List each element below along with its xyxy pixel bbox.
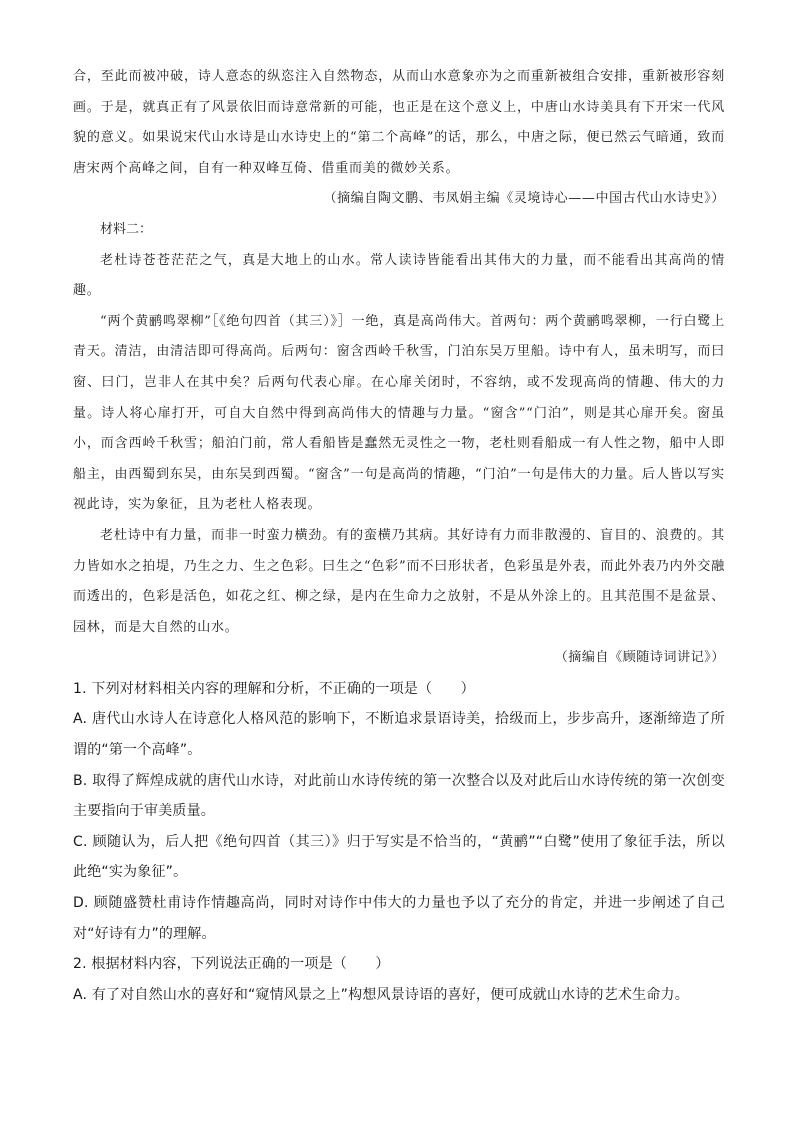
source-citation-2: （摘编自《顾随诗词讲记》）	[554, 650, 725, 666]
material2-paragraph: “两个黄鹂鸣翠柳”［《绝句四首（其三）》］一绝，真是高尚伟大。首两句：两个黄鹂鸣翠柳，一行白鹭上青天。清洁，由清洁即可得高尚。后两句：窗含西岭千秋雪，门泊东吴万里船。诗中有人，虽未明写，而曰窗、曰门，岂非人在其中矣？后两句代表心扉。在心扉关闭时，不容纳，或不发现高尚的情趣、伟大的力量。诗人将心扉打开，可自大自然中得到高尚伟大的情趣与力量。“窗含”“门泊”，则是其心扉开矣。窗虽小，而含西岭千秋雪；船泊门前，常人看船皆是蠢然无灵性之一物，老杜则看船成一有人性之物，船中人即船主，由西蜀到东吴，由东吴到西蜀。“窗含”一句是高尚的情趣，“门泊”一句是伟大的力量。后人皆以写实视此诗，实为象征，且为老杜人格表现。	[73, 313, 725, 513]
answer-option-d: D. 顾随盛赞杜甫诗作情趣高尚，同时对诗作中伟大的力量也予以了充分的肯定，并进一步阐述了自己对“好诗有力”的理解。	[73, 895, 725, 942]
material2-label: 材料二：	[100, 221, 153, 237]
material2-paragraph: 老杜诗苍苍茫茫之气，真是大地上的山水。常人读诗皆能看出其伟大的力量，而不能看出其高尚的情趣。	[73, 252, 725, 299]
material1-continuation: 合，至此而被冲破，诗人意态的纵恣注入自然物态，从而山水意象亦为之而重新被组合安排，重新被形容刻画。于是，就真正有了风景依旧而诗意常新的可能，也正是在这个意义上，中唐山水诗美具有下开宋一代风貌的意义。如果说宋代山水诗是山水诗史上的“第二个高峰”的话，那么，中唐之际，便已然云气暗通，致而唐宋两个高峰之间，自有一种双峰互倚、借重而美的微妙关系。	[73, 69, 725, 176]
answer-option-b: B. 取得了辉煌成就的唐代山水诗，对此前山水诗传统的第一次整合以及对此后山水诗传统的第一次创变主要指向于审美质量。	[73, 772, 725, 820]
answer-option-c: C. 顾随认为，后人把《绝句四首（其三）》归于写实是不恰当的，“黄鹂”“白鹭”使用了象征手法，所以此绝“实为象征”。	[73, 833, 725, 881]
question-2	[73, 949, 725, 1010]
answer-option-a: A. 唐代山水诗人在诗意化人格风范的影响下，不断追求景语诗美，拾级而上，步步高升，逐渐缔造了所谓的“第一个高峰”。	[73, 711, 725, 759]
source-citation-1: （摘编自陶文鹏、韦凤娟主编《灵境诗心——中国古代山水诗史》）	[323, 191, 725, 207]
answer-option-a: A. 有了对自然山水的喜好和“窥情风景之上”构想风景诗语的喜好，便可成就山水诗的艺术生命力。	[73, 986, 689, 1003]
page-content	[73, 62, 725, 1010]
question-stem: 1. 下列对材料相关内容的理解和分析，不正确的一项是（ ）	[73, 680, 475, 697]
question-stem: 2. 根据材料内容，下列说法正确的一项是（ ）	[73, 956, 390, 973]
material2-paragraph: 老杜诗中有力量，而非一时蛮力横劲。有的蛮横乃其病。其好诗有力而非散漫的、盲目的、浪费的。其力皆如水之拍堤，乃生之力、生之色彩。曰生之“色彩”而不曰形状者，色彩虽是外表，而此外表乃内外交融而透出的，色彩是活色，如花之红、柳之绿，是内在生命力之放射，不是从外涂上的。且其范围不是盆景、园林，而是大自然的山水。	[73, 527, 725, 635]
question-1	[73, 674, 725, 949]
